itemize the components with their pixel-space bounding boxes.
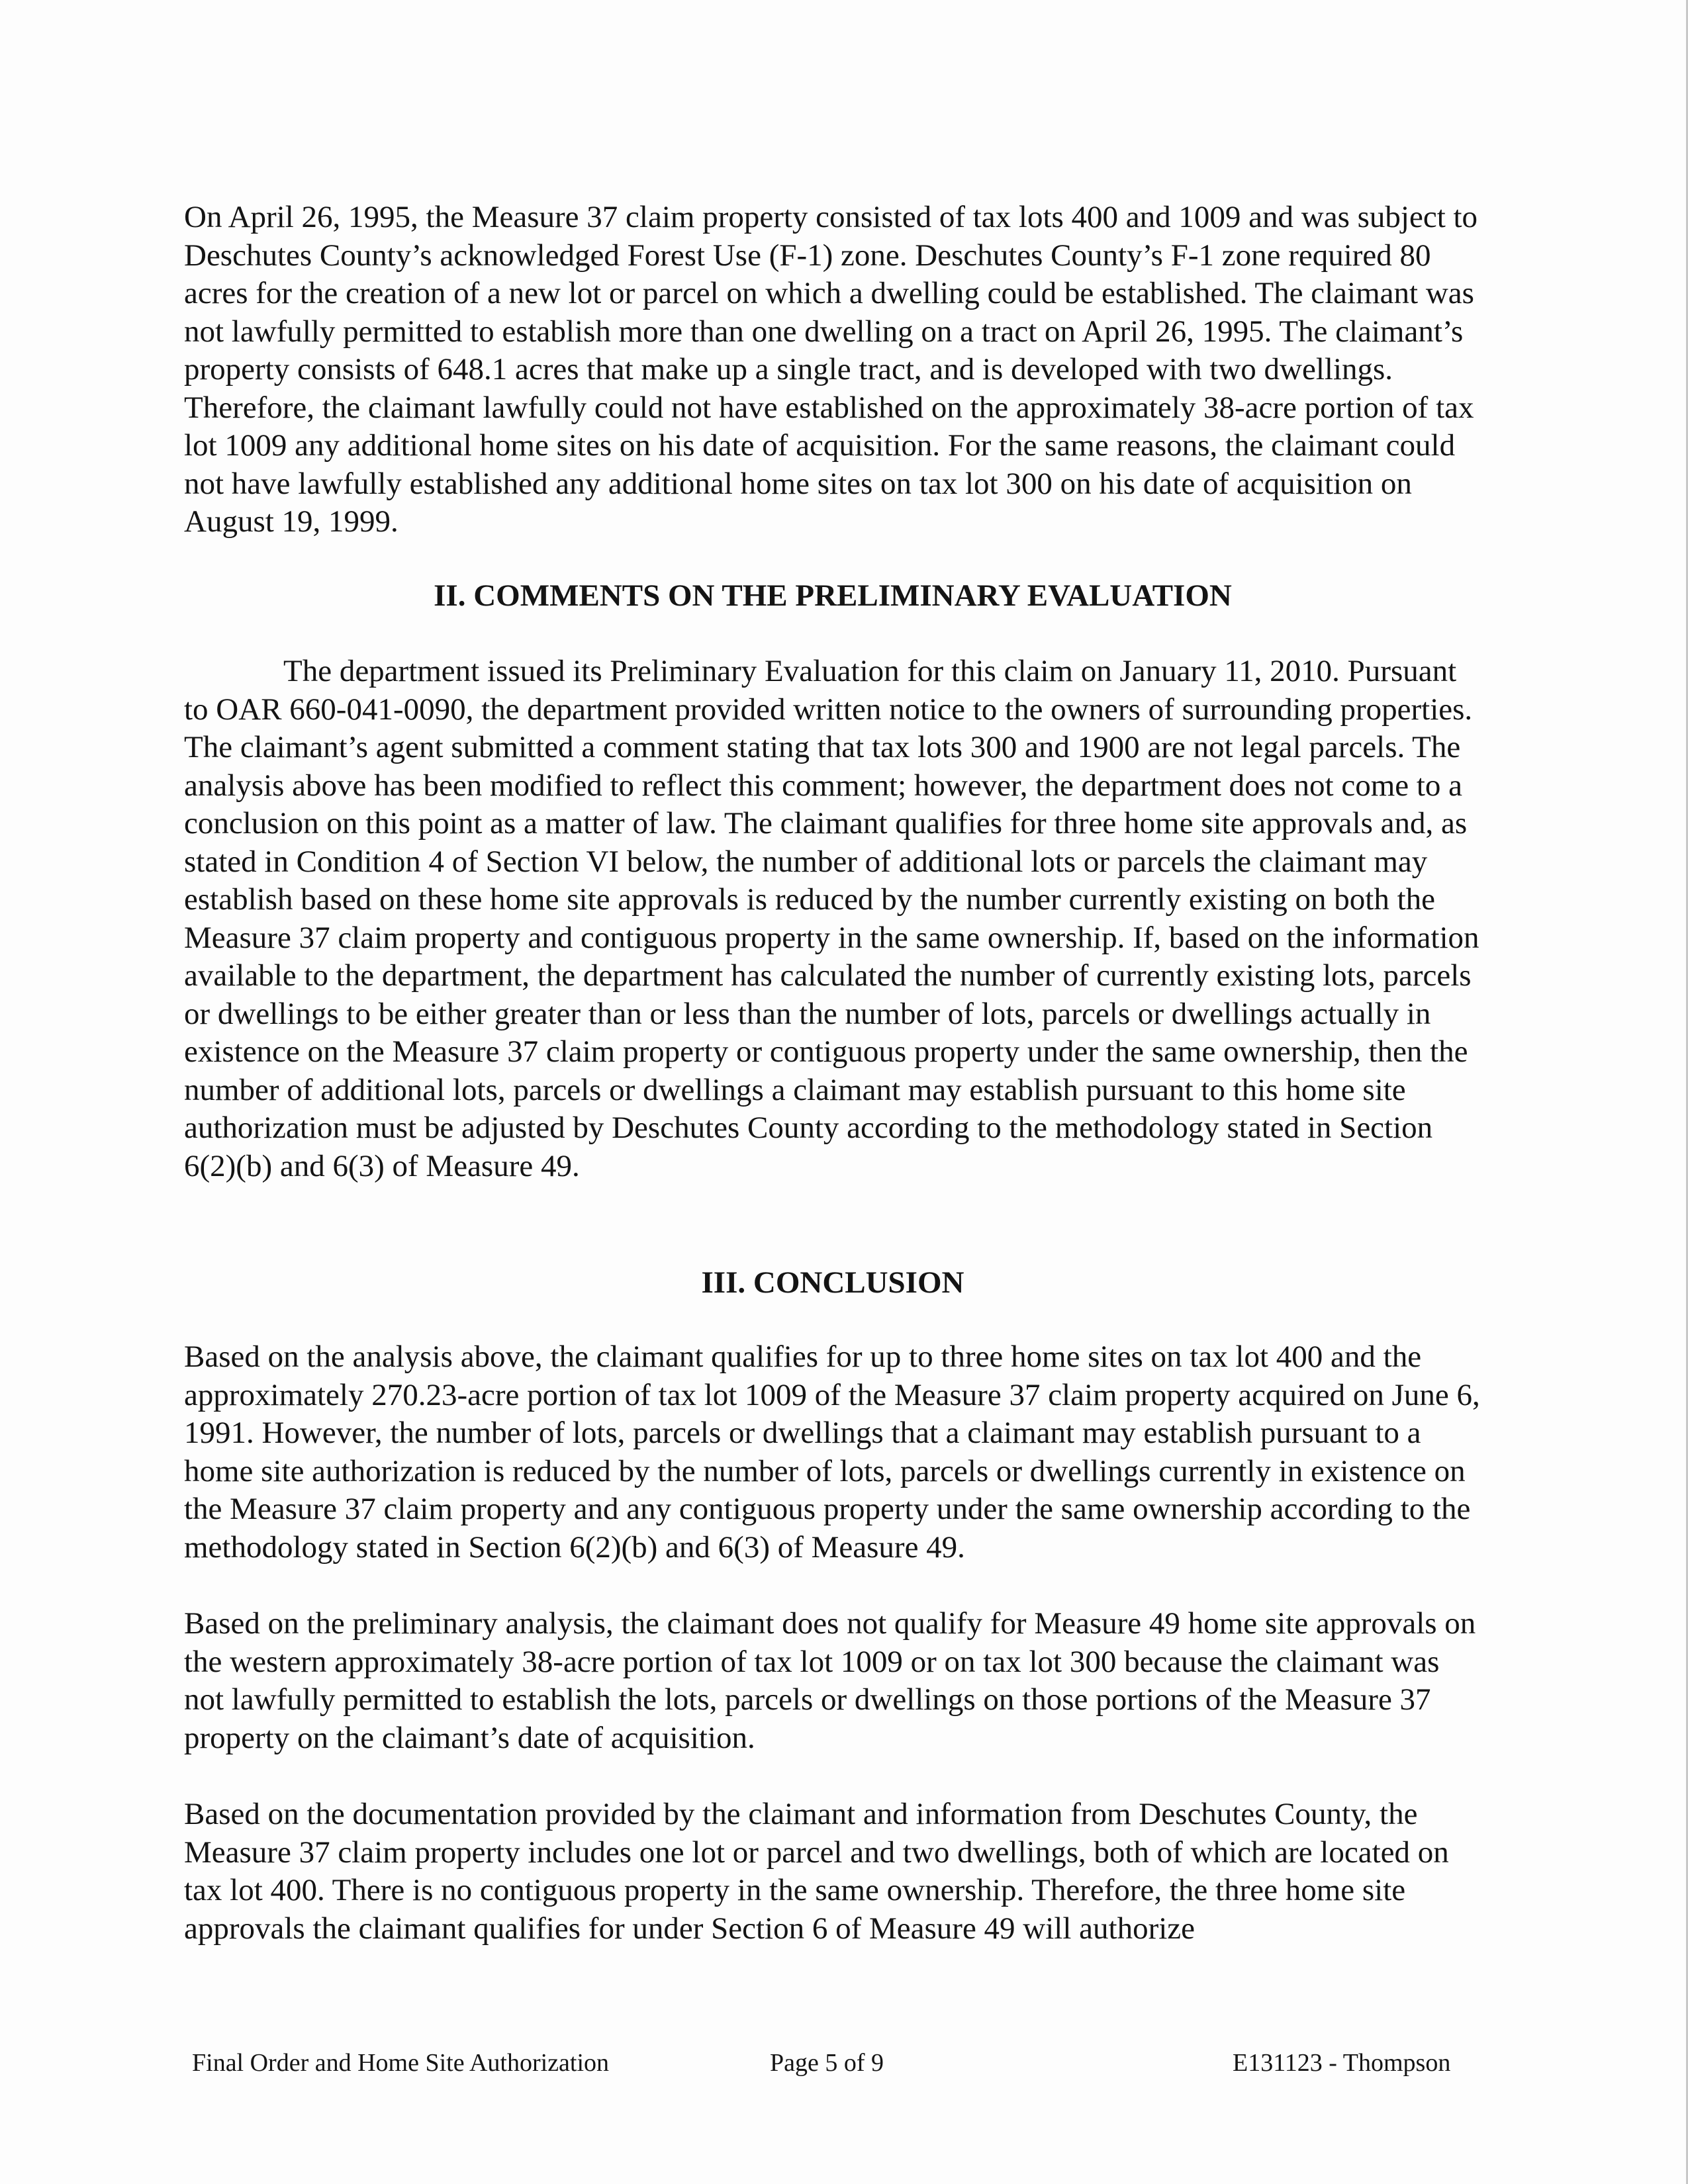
section-heading-comments: II. COMMENTS ON THE PRELIMINARY EVALUATION xyxy=(434,578,1232,613)
paragraph-preliminary-evaluation: The department issued its Preliminary Evaluation for this claim on January 11, 2010. Pursuant to OAR 660-041-0090, the department provided written notice to the owners of surrounding properties. The claimant’s agent submitted a comment stating that tax lots 300 and 1900 are not legal parcels. The analysis above has been modified to reflect this comment; however, the department does not come to a conclusion on this point as a matter of law. The claimant qualifies for three home site approvals and, as stated in Condition 4 of Section VI below, the number of additional lots or parcels the claimant may establish based on these home site approvals is reduced by the number currently existing on both the Measure 37 claim property and contiguous property in the same ownership. If, based on the information available to the department, the department has calculated the number of currently existing lots, parcels or dwellings to be either greater than or less than the number of lots, parcels or dwellings actually in existence on the Measure 37 claim property or contiguous property under the same ownership, then the number of additional lots, parcels or dwellings a claimant may establish pursuant to this home site authorization must be adjusted by Deschutes County according to the methodology stated in Section 6(2)(b) and 6(3) of Measure 49. xyxy=(184,654,1479,1183)
paragraph-conclusion-not-qualify: Based on the preliminary analysis, the claimant does not qualify for Measure 49 home site approvals on the western approximately 38-acre portion of tax lot 1009 or on tax lot 300 because the claimant was not lawfully permitted to establish the lots, parcels or dwellings on those portions of the Measure 37 property on the claimant’s date of acquisition. xyxy=(184,1606,1476,1755)
paragraph-conclusion-qualifies: Based on the analysis above, the claimant qualifies for up to three home sites on tax lot 400 and the approximately 270.23-acre portion of tax lot 1009 of the Measure 37 claim property acquired on June 6, 1991. However, the number of lots, parcels or dwellings that a claimant may establish pursuant to a home site authorization is reduced by the number of lots, parcels or dwellings currently in existence on the Measure 37 claim property and any contiguous property under the same ownership according to the methodology stated in Section 6(2)(b) and 6(3) of Measure 49. xyxy=(184,1340,1480,1565)
paragraph-conclusion-documentation: Based on the documentation provided by the claimant and information from Deschutes County, the Measure 37 claim property includes one lot or parcel and two dwellings, both of which are located on tax lot 400. There is no contiguous property in the same ownership. Therefore, the three home site approvals the claimant qualifies for under Section 6 of Measure 49 will authorize xyxy=(184,1797,1449,1946)
footer-document-title: Final Order and Home Site Authorization xyxy=(192,2049,610,2077)
section-heading-conclusion: III. CONCLUSION xyxy=(701,1265,964,1300)
footer-page-number: Page 5 of 9 xyxy=(770,2049,884,2077)
paragraph-acquisition-analysis: On April 26, 1995, the Measure 37 claim property consisted of tax lots 400 and 1009 and was subject to Deschutes County’s acknowledged Forest Use (F-1) zone. Deschutes County’s F-1 zone required 80 acres for the creation of a new lot or parcel on which a dwelling could be established. The claimant was not lawfully permitted to establish more than one dwelling on a tract on April 26, 1995. The claimant’s property consists of 648.1 acres that make up a single tract, and is developed with two dwellings. Therefore, the claimant lawfully could not have established on the approximately 38-acre portion of tax lot 1009 any additional home sites on his date of acquisition. For the same reasons, the claimant could not have lawfully established any additional home sites on tax lot 300 on his date of acquisition on August 19, 1999. xyxy=(184,200,1478,539)
footer-case-number: E131123 - Thompson xyxy=(1233,2049,1451,2077)
